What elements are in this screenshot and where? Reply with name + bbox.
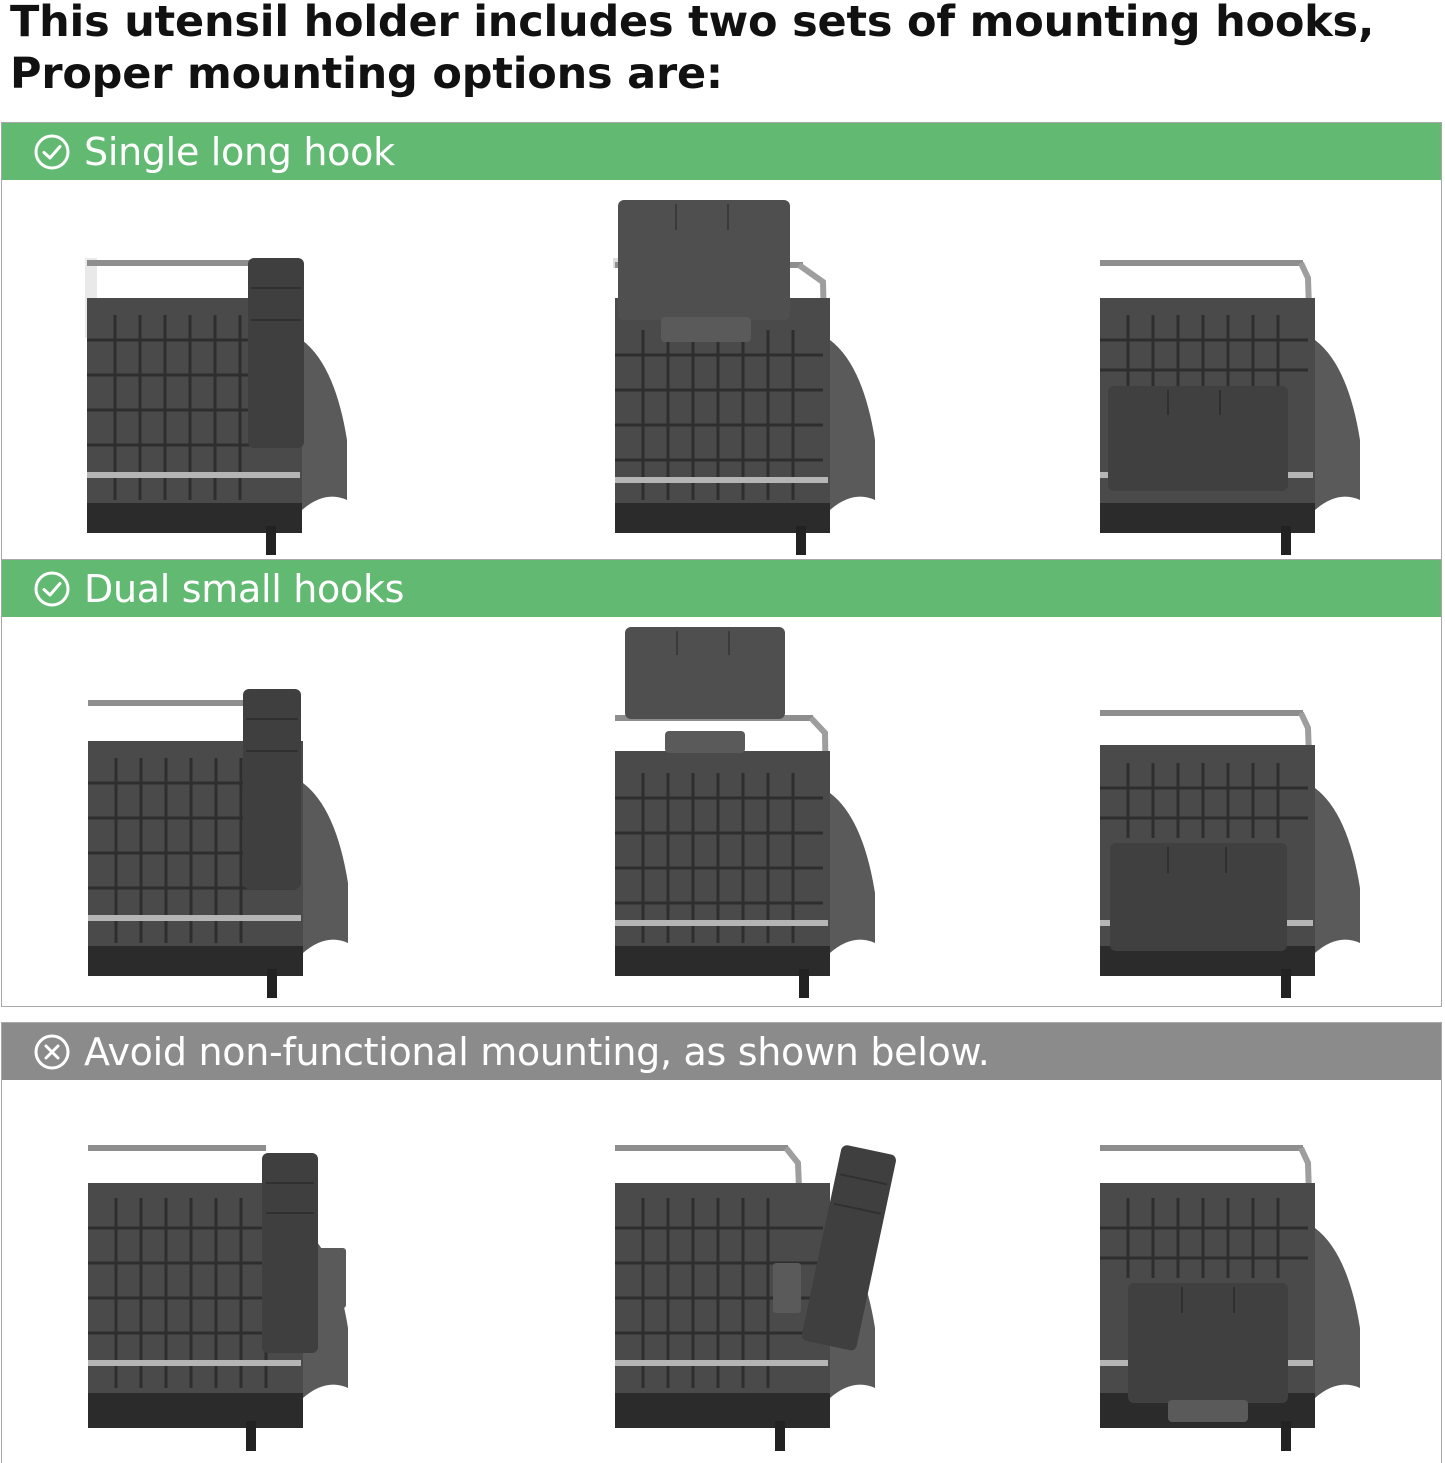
rack-holder-front-horizontal [1098, 190, 1418, 555]
section-single-long-hook [1, 122, 1442, 560]
rack-holder-front-low-wrong [1098, 1088, 1418, 1460]
section-label: Dual small hooks [84, 566, 405, 611]
rack-holder-outer-right-wrong [86, 1088, 406, 1460]
section-dual-small-hooks [1, 560, 1442, 1007]
headline [10, 0, 1430, 100]
photo-row [2, 617, 1441, 1006]
section-band [2, 560, 1441, 617]
photo-row [2, 180, 1441, 559]
rack-holder-right-side-vertical [86, 623, 406, 998]
headline-line-2: Proper mounting options are: [10, 49, 723, 99]
rack-holder-back-top [613, 190, 933, 555]
x-circle-icon [32, 1032, 72, 1072]
rack-holder-corner-tilted-wrong [613, 1088, 933, 1460]
section-avoid-mounting [1, 1022, 1442, 1463]
rack-holder-front-horizontal [1098, 623, 1418, 998]
section-band [2, 1023, 1441, 1080]
rack-holder-back-top [613, 623, 933, 998]
rack-holder-right-side-vertical [85, 190, 405, 555]
section-label: Avoid non-functional mounting, as shown below. [84, 1029, 990, 1074]
section-band [2, 123, 1441, 180]
section-label: Single long hook [84, 129, 395, 174]
photo-row [2, 1080, 1441, 1463]
check-circle-icon [32, 569, 72, 609]
headline-line-1: This utensil holder includes two sets of mounting hooks, [10, 0, 1375, 47]
check-circle-icon [32, 132, 72, 172]
